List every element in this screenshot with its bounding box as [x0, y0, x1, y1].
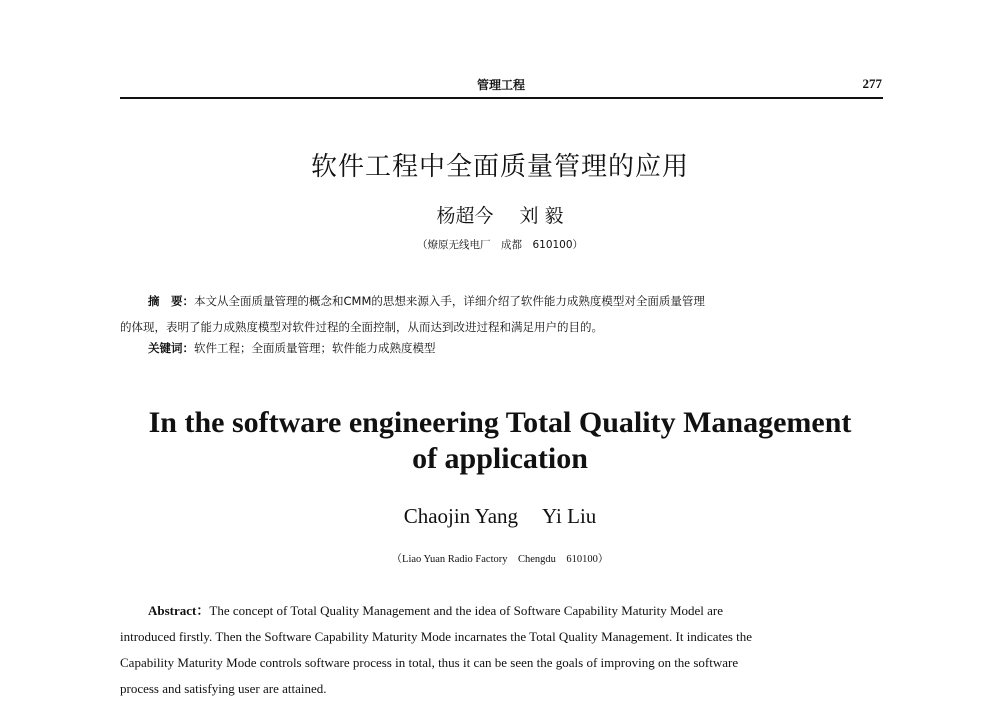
- page-number: 277: [862, 76, 882, 91]
- chinese-authors: [0, 201, 1000, 228]
- header-rule: [120, 97, 883, 99]
- english-abstract-label: Abstract：: [148, 603, 210, 618]
- english-abstract-text-1: The concept of Total Quality Management and the idea of Software Capability Maturity Model are: [209, 603, 724, 618]
- chinese-author-1: 杨超今: [436, 205, 494, 227]
- journal-section-title: 管理工程: [476, 78, 525, 92]
- english-abstract-line-1: [120, 598, 890, 624]
- english-abstract-line-3: Capability Maturity Mode controls software process in total, thus it can be seen the goals of improving on the software: [120, 655, 739, 670]
- running-header: [120, 76, 882, 98]
- chinese-title: 软件工程中全面质量管理的应用: [310, 152, 689, 182]
- english-title-line-2: of application: [412, 442, 588, 475]
- english-abstract: [120, 598, 890, 702]
- english-affiliation: （Liao Yuan Radio Factory Chengdu 610100）: [391, 554, 609, 565]
- english-title: [0, 405, 1000, 477]
- english-author-1: Chaojin Yang: [403, 504, 519, 528]
- english-authors: [0, 504, 1000, 529]
- chinese-abstract-line-1: [120, 288, 888, 314]
- chinese-abstract-label: 摘 要：: [148, 294, 194, 308]
- chinese-affiliation: （燎原无线电厂 成都 610100）: [416, 239, 584, 251]
- english-abstract-line-4: process and satisfying user are attained.: [120, 681, 327, 696]
- chinese-abstract-line-2: 的体现，表明了能力成熟度模型对软件过程的全面控制，从而达到改进过程和满足用户的目的。: [120, 320, 603, 334]
- chinese-abstract: [120, 288, 888, 340]
- english-author-2: Yi Liu: [542, 504, 597, 528]
- english-abstract-line-2: introduced firstly. Then the Software Capability Maturity Mode incarnates the Total Quality Management. It indicates the: [120, 629, 753, 644]
- english-title-line-1: In the software engineering Total Quality Management: [148, 406, 852, 439]
- chinese-author-2: 刘 毅: [519, 205, 564, 227]
- chinese-keywords-label: 关键词：: [148, 341, 194, 355]
- chinese-keywords: [148, 340, 888, 356]
- chinese-abstract-text-1: 本文从全面质量管理的概念和CMM的思想来源入手，详细介绍了软件能力成熟度模型对全面质量管理: [194, 294, 705, 308]
- chinese-keywords-text: 软件工程；全面质量管理；软件能力成熟度模型: [194, 341, 436, 355]
